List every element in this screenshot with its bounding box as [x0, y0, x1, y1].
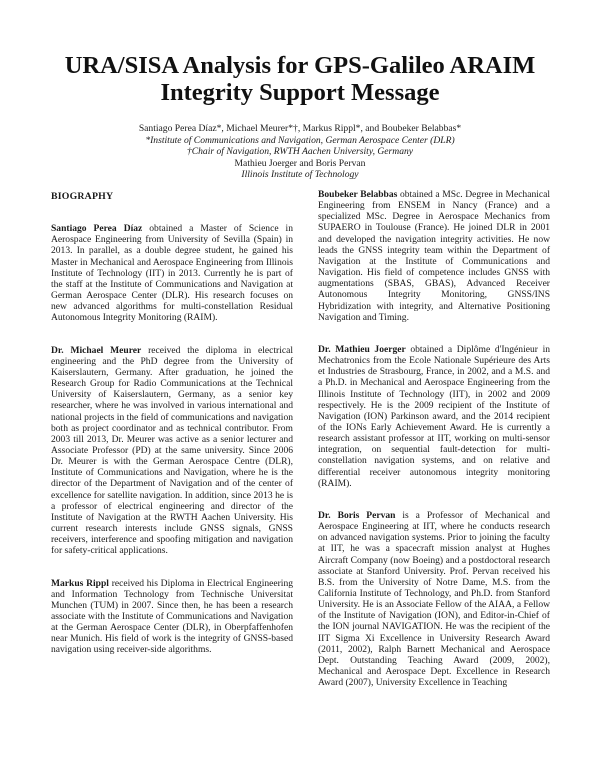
bio-text: received his Diploma in Electrical Engineering and Information Technology from Technische Universitat Munchen (TUM) in 2007. Since then, he has been a research associate with the Institute of Communications and Navigation at the German Aerospace Center (DLR), in Oberpfaffenhofen near Munich. His field of work is the integrity of GNSS-based navigation using receiver-side algorithms. — [51, 577, 293, 656]
bio-joerger — [318, 344, 550, 489]
author-names-iit: Mathieu Joerger and Boris Pervan — [234, 157, 366, 169]
bio-pervan — [318, 510, 550, 689]
title-line-1: URA/SISA Analysis for GPS-Galileo ARAIM — [64, 52, 536, 79]
author-names: Santiago Perea Díaz*, Michael Meurer*†, Markus Rippl*, and Boubeker Belabbas* — [138, 123, 462, 134]
bio-name: Dr. Boris Pervan — [318, 509, 396, 521]
bio-text: received the diploma in electrical engineering and the PhD degree from the University of Kaiserslautern, Germany. After graduation, he joined the Research Group for Radio Communications at the Technical University of Kaiserslautern, Germany, as a senior key researcher, where he was involved in various international and national projects in the field of communications and navigation both as project coordinator and as technical contributor. From 2003 till 2013, Dr. Meurer was active as a senior lecturer and Associate Professor (PD) at the same university. Since 2006 Dr. Meurer is with the German Aerospace Centre (DLR), Institute of Communications and Navigation, where he is the director of the Department of Navigation and of the center of excellence for satellite navigation. In addition, since 2013 he is a professor of electrical engineering and director of the Institute of Navigation at the RWTH Aachen University. His current research interests include GNSS signals, GNSS receivers, interference and spoofing mitigation and navigation for safety-critical applications. — [51, 344, 293, 557]
bio-text: is a Professor of Mechanical and Aerospace Engineering at IIT, where he conducts research on advanced navigation systems. Prior to joining the faculty at IIT, he was a spacecraft mission analyst at Hughes Aircraft Company (now Boeing) and a postdoctoral research associate at Stanford University. Prof. Pervan received his B.S. from the University of Notre Dame, M.S. from the California Institute of Technology, and Ph.D. from Stanford University. He is an Associate Fellow of the AIAA, a Fellow of the Institute of Navigation (ION), and Editor-in-Chief of the ION journal NAVIGATION. He was the recipient of the IIT Sigma Xi Excellence in University Research Award (2011, 2002), Ralph Barnett Mechanical and Aerospace Dept. Outstanding Teaching Award (2009, 2002), Mechanical and Aerospace Dept. Excellence in Research Award (2007), University Excellence in Teaching — [318, 509, 550, 689]
bio-name: Santiago Perea Díaz — [51, 223, 143, 235]
affiliation-rwth: †Chair of Navigation, RWTH Aachen University, Germany — [186, 146, 414, 157]
bio-text: obtained a MSc. Degree in Mechanical Engineering from ENSEM in Nancy (France) and a specialized MSc. Degree in Aerospace Mechanics from SUPAERO in Toulouse (France). He joined DLR in 2001 and developed the navigation integrity activities. He now leads the GNSS integrity team within the Department of Navigation at the Institute of Communications and Navigation. His field of competence includes GNSS with augmentations (SBAS, GBAS), Advanced Receiver Autonomous Integrity Monitoring, GNSS/INS Hybridization with integrity, and Alternative Positioning Navigation and Timing. — [318, 189, 550, 323]
bio-meurer — [51, 345, 293, 557]
title-line-2: Integrity Support Message — [160, 79, 440, 106]
bio-text: obtained a Diplôme d'Ingénieur in Mechatronics from the Ecole Nationale Supérieure des Arts et Industries de Strasbourg, France, in 2002, and a M.S. and a Ph.D. in Mechanical and Aerospace Engineering from the Illinois Institute of Technology (IIT), in 2002 and 2009 respectively. He is the 2009 recipient of the Institute of Navigation (ION) Parkinson award, and the 2014 recipient of the IONs Early Achievement Award. He is currently a research assistant professor at IIT, working on multi-sensor integration, on sequential fault-detection for multi-constellation navigation systems, and on relative and differential receiver autonomous integrity monitoring (RAIM). — [318, 343, 550, 489]
bio-belabbas — [318, 189, 550, 323]
paper-title — [0, 52, 600, 106]
bio-name: Markus Rippl — [51, 577, 109, 589]
left-column — [51, 189, 293, 677]
bio-perea-diaz — [51, 223, 293, 323]
affiliation-dlr: *Institute of Communications and Navigation, German Aerospace Center (DLR) — [145, 134, 455, 146]
author-block — [0, 123, 600, 181]
bio-name: Dr. Michael Meurer — [51, 344, 142, 356]
bio-text: obtained a Master of Science in Aerospace Engineering from University of Sevilla (Spain) in 2013. In parallel, as a double degree student, he gained his Master in Mechanical and Aerospace Engineering from Illinois Institute of Technology (IIT) in 2013. Currently he is part of the staff at the Institute of Communications and Navigation at German Aerospace Center (DLR). His research focuses on new advanced algorithms for multi-constellation Residual Autonomous Integrity Monitoring (RAIM). — [51, 223, 293, 324]
section-heading: BIOGRAPHY — [51, 191, 114, 202]
bio-name: Boubeker Belabbas — [318, 189, 398, 200]
affiliation-iit: Illinois Institute of Technology — [241, 169, 359, 180]
bio-rippl — [51, 578, 293, 656]
right-column — [318, 189, 550, 709]
bio-name: Dr. Mathieu Joerger — [318, 343, 406, 355]
